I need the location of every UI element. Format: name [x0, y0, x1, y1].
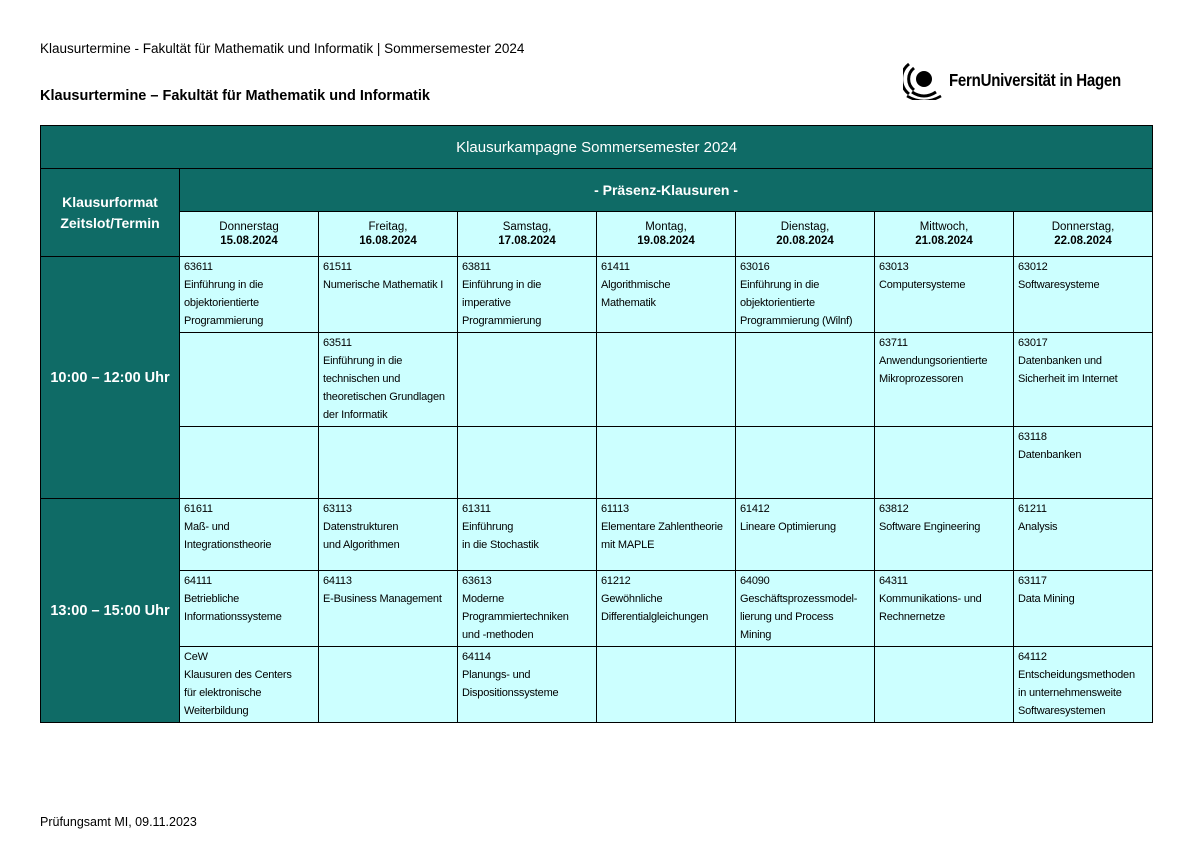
header-line: Klausurtermine - Fakultät für Mathematik und Informatik | Sommersemester 2024	[40, 41, 525, 56]
day-header	[875, 212, 1014, 257]
exam-cell	[458, 427, 597, 499]
exam-cell: 64111 Betriebliche Informationssysteme	[180, 571, 319, 647]
corner-label: Klausurformat Zeitslot/Termin	[41, 169, 180, 257]
day-date: 21.08.2024	[915, 235, 973, 247]
exam-cell: CeW Klausuren des Centers für elektronische Weiterbildung	[180, 647, 319, 723]
schedule-grid	[41, 257, 1153, 723]
time-slot-label: 13:00 – 15:00 Uhr	[41, 499, 180, 723]
exam-cell: 63012 Softwaresysteme	[1014, 257, 1153, 333]
exam-cell	[875, 427, 1014, 499]
day-header	[1014, 212, 1153, 257]
day-name: Freitag,	[368, 221, 408, 233]
day-date: 17.08.2024	[498, 235, 556, 247]
table-title: Klausurkampagne Sommersemester 2024	[41, 126, 1153, 169]
exam-cell: 61211 Analysis	[1014, 499, 1153, 571]
exam-cell: 63017 Datenbanken und Sicherheit im Internet	[1014, 333, 1153, 427]
exam-cell	[736, 333, 875, 427]
exam-cell: 61412 Lineare Optimierung	[736, 499, 875, 571]
day-name: Mittwoch,	[919, 221, 969, 233]
exam-cell: 64090 Geschäftsprozessmodel- lierung und Process Mining	[736, 571, 875, 647]
day-header	[458, 212, 597, 257]
exam-cell	[180, 427, 319, 499]
table-row	[41, 647, 1153, 723]
exam-cell: 63117 Data Mining	[1014, 571, 1153, 647]
day-name: Dienstag,	[780, 221, 830, 233]
exam-cell: 61611 Maß- und Integrationstheorie	[180, 499, 319, 571]
exam-cell: 63118 Datenbanken	[1014, 427, 1153, 499]
time-slot-label: 10:00 – 12:00 Uhr	[41, 257, 180, 499]
day-date: 16.08.2024	[359, 235, 417, 247]
exam-cell: 64112 Entscheidungsmethoden in unternehmensweite Softwaresystemen	[1014, 647, 1153, 723]
day-date: 19.08.2024	[637, 235, 695, 247]
exam-cell: 64311 Kommunikations- und Rechnernetze	[875, 571, 1014, 647]
table-row	[41, 427, 1153, 499]
logo-mark-icon	[903, 60, 943, 100]
table-row	[41, 257, 1153, 333]
footer-note: Prüfungsamt MI, 09.11.2023	[40, 815, 197, 829]
table-row	[41, 333, 1153, 427]
exam-cell: 63811 Einführung in die imperative Programmierung	[458, 257, 597, 333]
exam-cell	[458, 333, 597, 427]
day-date: 22.08.2024	[1054, 235, 1112, 247]
exam-cell	[736, 427, 875, 499]
exam-cell: 63613 Moderne Programmiertechniken und -methoden	[458, 571, 597, 647]
table-row	[41, 499, 1153, 571]
exam-cell: 63711 Anwendungsorientierte Mikroprozessoren	[875, 333, 1014, 427]
day-header-row	[41, 212, 1153, 257]
exam-cell: 61311 Einführung in die Stochastik	[458, 499, 597, 571]
day-header	[319, 212, 458, 257]
day-name: Samstag,	[502, 221, 552, 233]
document-title: Klausurtermine – Fakultät für Mathematik und Informatik	[40, 88, 430, 104]
exam-cell: 63511 Einführung in die technischen und theoretischen Grundlagen der Informatik	[319, 333, 458, 427]
exam-cell: 61511 Numerische Mathematik I	[319, 257, 458, 333]
day-date: 20.08.2024	[776, 235, 834, 247]
day-name: Montag,	[645, 221, 687, 233]
day-header	[736, 212, 875, 257]
exam-cell: 63113 Datenstrukturen und Algorithmen	[319, 499, 458, 571]
exam-cell: 61113 Elementare Zahlentheorie mit MAPLE	[597, 499, 736, 571]
exam-schedule-table	[40, 125, 1153, 723]
exam-cell: 63013 Computersysteme	[875, 257, 1014, 333]
exam-cell	[875, 647, 1014, 723]
exam-cell: 61411 Algorithmische Mathematik	[597, 257, 736, 333]
exam-cell: 63611 Einführung in die objektorientierte Programmierung	[180, 257, 319, 333]
exam-cell	[597, 427, 736, 499]
exam-cell	[736, 647, 875, 723]
day-header	[597, 212, 736, 257]
exam-cell: 61212 Gewöhnliche Differentialgleichungen	[597, 571, 736, 647]
exam-cell: 63812 Software Engineering	[875, 499, 1014, 571]
exam-cell	[597, 647, 736, 723]
day-header	[180, 212, 319, 257]
exam-cell	[180, 333, 319, 427]
logo-text: FernUniversität in Hagen	[949, 69, 1121, 90]
exam-cell	[319, 427, 458, 499]
exam-cell: 63016 Einführung in die objektorientierte Programmierung (Wilnf)	[736, 257, 875, 333]
exam-cell	[597, 333, 736, 427]
university-logo	[903, 60, 1149, 100]
day-name: Donnerstag,	[1051, 221, 1115, 233]
day-date: 15.08.2024	[220, 235, 278, 247]
exam-cell	[319, 647, 458, 723]
table-row	[41, 571, 1153, 647]
subheader-praesenz: - Präsenz-Klausuren -	[180, 169, 1153, 212]
exam-cell: 64114 Planungs- und Dispositionssysteme	[458, 647, 597, 723]
day-name: Donnerstag	[219, 221, 279, 233]
exam-cell: 64113 E-Business Management	[319, 571, 458, 647]
